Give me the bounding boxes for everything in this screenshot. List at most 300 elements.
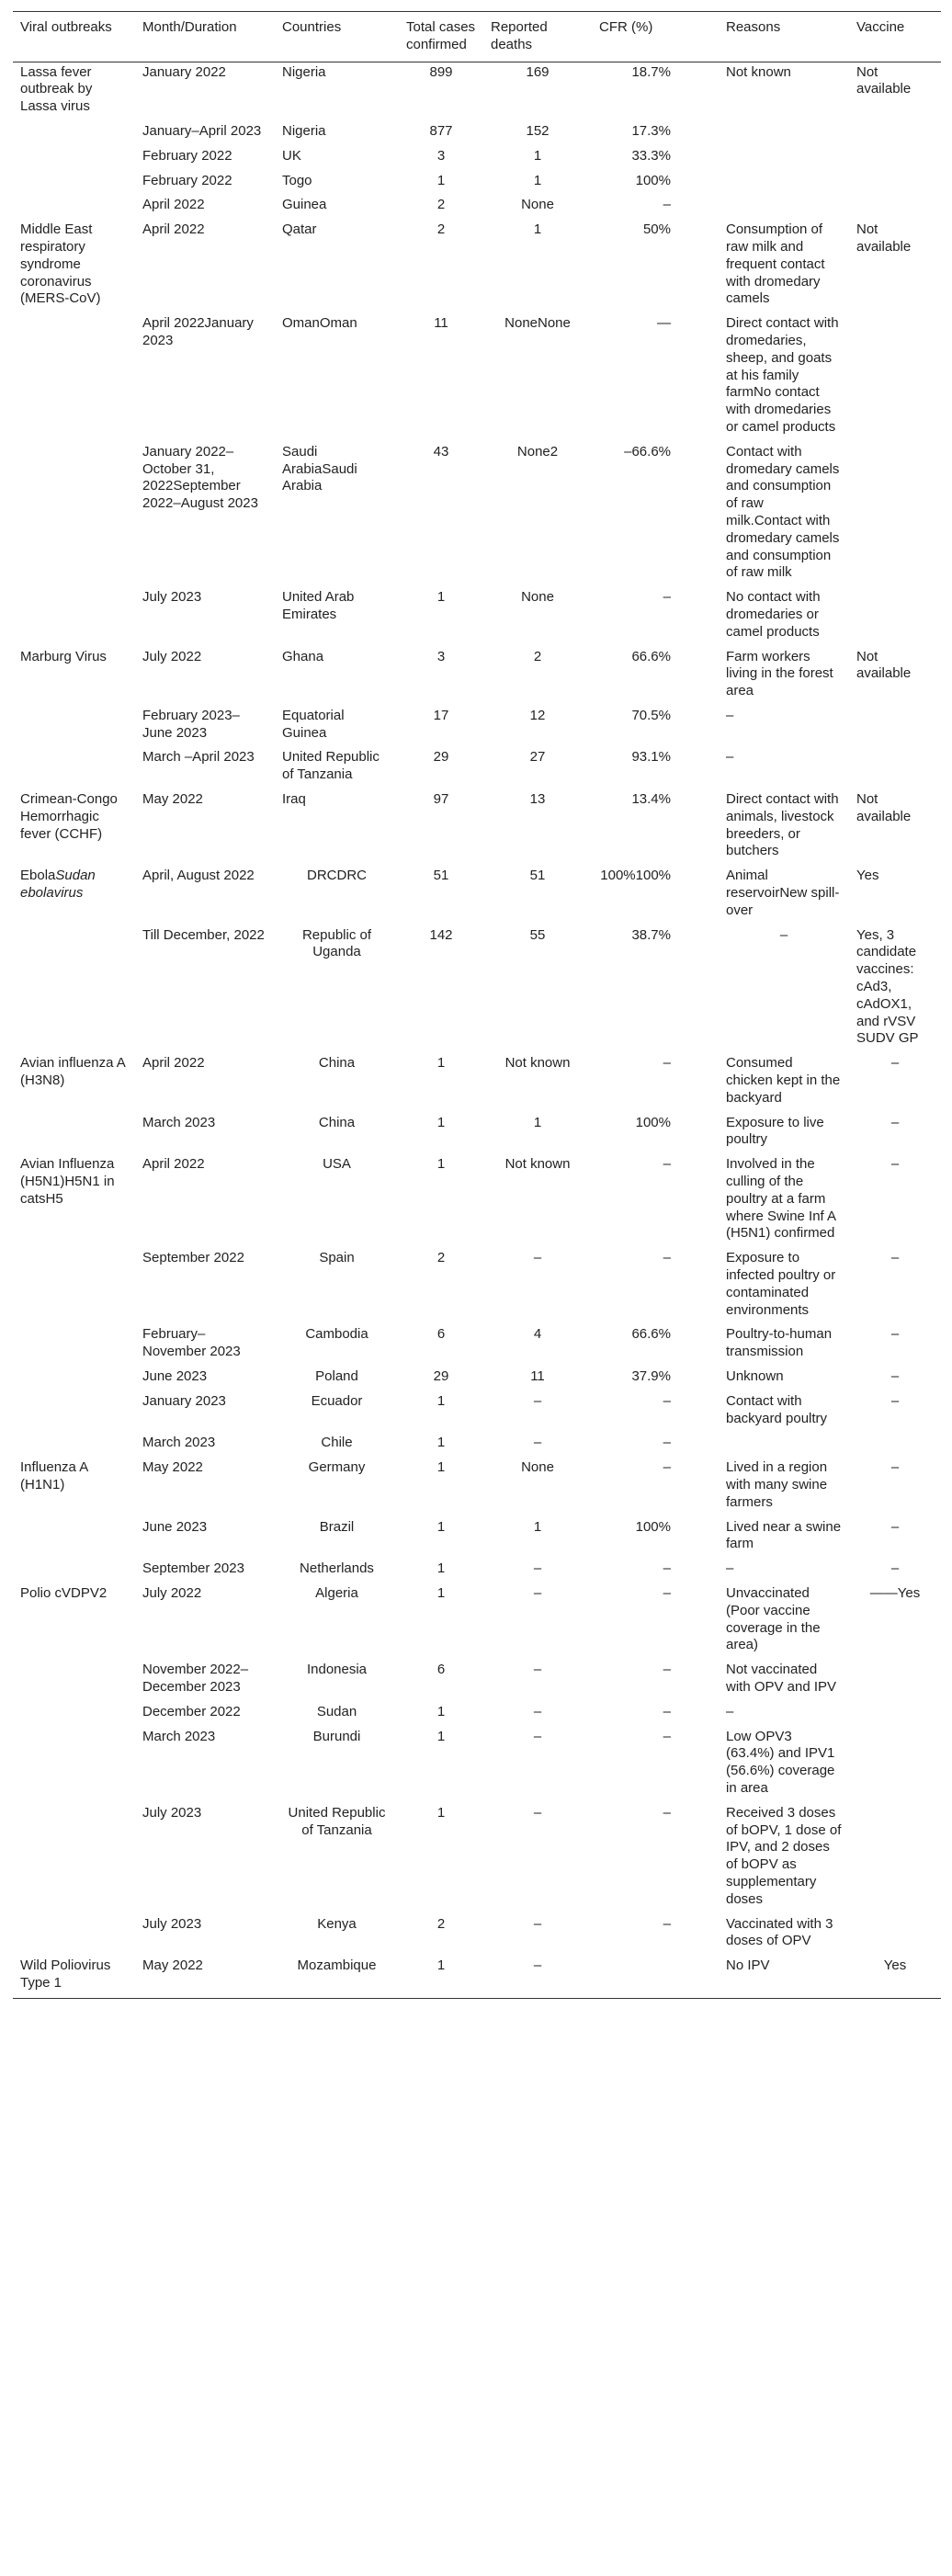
- cell-reason-text: –: [726, 1560, 734, 1577]
- cell-cfr: [592, 171, 719, 196]
- cell-vaccine: [849, 1517, 941, 1560]
- cell-total-cases: [399, 1583, 483, 1660]
- cell-reported-deaths: [483, 1517, 592, 1560]
- cell-month-duration-text: January 2022–October 31, 2022September 2022–August 2023: [142, 443, 258, 512]
- cell-cfr: [592, 1458, 719, 1516]
- cell-month-duration-text: July 2023: [142, 1915, 202, 1932]
- cell-reported-deaths: [483, 1458, 592, 1516]
- cell-reported-deaths-text: –: [533, 1804, 542, 1821]
- cell-vaccine: [849, 1324, 941, 1367]
- cell-viral-outbreak: [13, 1248, 135, 1324]
- cell-reported-deaths-text: 152: [526, 122, 550, 139]
- table-row: [13, 1660, 941, 1702]
- cell-country-text: Algeria: [315, 1584, 358, 1601]
- cell-reported-deaths: [483, 1433, 592, 1458]
- cell-country: [275, 587, 399, 646]
- cell-viral-outbreak: [13, 195, 135, 220]
- cell-country: [275, 1458, 399, 1516]
- cell-viral-outbreak-text: Middle East respiratory syndrome coronavirus (MERS-CoV): [20, 221, 101, 307]
- cell-reason-text: –: [779, 926, 788, 943]
- cell-month-duration-text: September 2022: [142, 1250, 244, 1266]
- cell-total-cases: [399, 866, 483, 925]
- cell-reported-deaths: [483, 866, 592, 925]
- cell-reason: [719, 1053, 849, 1112]
- cell-month-duration-text: March –April 2023: [142, 749, 255, 766]
- cell-viral-outbreak-text: Ebola: [20, 868, 56, 884]
- cell-country-text: Nigeria: [282, 63, 326, 80]
- cell-viral-outbreak: [13, 442, 135, 587]
- cell-month-duration-text: February 2022: [142, 147, 232, 164]
- cell-reason-text: Exposure to live poultry: [726, 1114, 824, 1148]
- cell-reason-text: Unvaccinated (Poor vaccine coverage in the area): [726, 1584, 821, 1653]
- cell-reported-deaths: [483, 925, 592, 1054]
- cell-month-duration: [135, 220, 275, 313]
- cell-cfr-text: 38.7%: [631, 926, 671, 943]
- cell-country-text: Ecuador: [311, 1392, 363, 1409]
- cell-month-duration: [135, 1154, 275, 1248]
- table-row: [13, 1391, 941, 1434]
- cell-month-duration: [135, 1583, 275, 1660]
- cell-total-cases-text: 6: [436, 1662, 446, 1678]
- cell-vaccine: [849, 1914, 941, 1957]
- cell-vaccine: [849, 587, 941, 646]
- table-row: [13, 925, 941, 1054]
- cell-total-cases: [399, 1053, 483, 1112]
- cell-country-text: Guinea: [282, 197, 327, 213]
- cell-viral-outbreak: [13, 171, 135, 196]
- cell-reported-deaths: [483, 747, 592, 789]
- cell-vaccine: [849, 146, 941, 171]
- cell-reported-deaths-text: 51: [529, 868, 546, 884]
- cell-reported-deaths: [483, 220, 592, 313]
- cell-reported-deaths-text: –: [533, 1958, 542, 1974]
- cell-cfr-text: –: [663, 1915, 671, 1932]
- cell-reported-deaths: [483, 1053, 592, 1112]
- cell-country: [275, 1583, 399, 1660]
- cell-total-cases: [399, 146, 483, 171]
- cell-vaccine: [849, 1053, 941, 1112]
- cell-reason-text: Exposure to infected poultry or contaminated environments: [726, 1250, 836, 1318]
- cell-reported-deaths-text: 1: [533, 221, 542, 238]
- cell-month-duration: [135, 171, 275, 196]
- cell-total-cases-text: 1: [436, 172, 446, 188]
- cell-cfr: [592, 866, 719, 925]
- cell-country-text: Burundi: [312, 1728, 361, 1744]
- table-row: [13, 146, 941, 171]
- header-reported-deaths: Reported deaths: [483, 12, 592, 62]
- cell-month-duration: [135, 1914, 275, 1957]
- cell-reported-deaths-text: None: [521, 589, 554, 606]
- cell-reported-deaths-text: 2: [533, 648, 542, 664]
- cell-country-text: China: [318, 1114, 356, 1130]
- cell-month-duration: [135, 1367, 275, 1391]
- cell-month-duration: [135, 146, 275, 171]
- cell-reported-deaths: [483, 1248, 592, 1324]
- cell-reason: [719, 1433, 849, 1458]
- cell-month-duration-text: March 2023: [142, 1435, 216, 1451]
- cell-reported-deaths-text: 1: [533, 1114, 542, 1130]
- header-cfr: CFR (%): [592, 12, 719, 62]
- cell-month-duration-text: May 2022: [142, 1459, 203, 1476]
- cell-country-text: United Arab Emirates: [282, 589, 355, 622]
- cell-month-duration: [135, 1803, 275, 1914]
- cell-month-duration-text: February 2023–June 2023: [142, 707, 240, 741]
- cell-month-duration: [135, 442, 275, 587]
- cell-vaccine-text: –: [890, 1326, 900, 1343]
- cell-total-cases: [399, 442, 483, 587]
- cell-total-cases: [399, 789, 483, 866]
- cell-total-cases: [399, 62, 483, 121]
- cell-total-cases: [399, 587, 483, 646]
- cell-country-text: Brazil: [319, 1518, 355, 1535]
- cell-viral-outbreak: [13, 1803, 135, 1914]
- cell-country-text: DRCDRC: [307, 868, 367, 884]
- table-row: [13, 1458, 941, 1516]
- cell-month-duration-text: Till December, 2022: [142, 926, 265, 943]
- cell-reported-deaths: [483, 1660, 592, 1702]
- cell-vaccine-text: –: [890, 1250, 900, 1266]
- cell-country-text: USA: [323, 1156, 351, 1173]
- table-row: [13, 1914, 941, 1957]
- cell-viral-outbreak: [13, 146, 135, 171]
- cell-reason: [719, 1391, 849, 1434]
- cell-reported-deaths-text: 11: [530, 1367, 545, 1384]
- cell-viral-outbreak: [13, 1702, 135, 1727]
- table-row: [13, 1559, 941, 1583]
- cell-cfr: [592, 1660, 719, 1702]
- cell-reported-deaths-text: None: [521, 1459, 554, 1476]
- cell-country-text: OmanOman: [282, 315, 357, 332]
- cell-month-duration-text: April 2022: [142, 221, 205, 238]
- cell-cfr-text: 13.4%: [631, 791, 671, 808]
- cell-reported-deaths-text: –: [533, 1392, 542, 1409]
- cell-cfr: [592, 1583, 719, 1660]
- cell-country: [275, 1324, 399, 1367]
- cell-month-duration-text: June 2023: [142, 1518, 208, 1535]
- cell-total-cases: [399, 1113, 483, 1155]
- table-row: [13, 1583, 941, 1660]
- cell-country-text: United Republic of Tanzania: [282, 749, 380, 783]
- cell-total-cases-text: 899: [429, 63, 453, 80]
- cell-cfr-text: –66.6%: [624, 443, 671, 460]
- cell-total-cases: [399, 747, 483, 789]
- cell-total-cases: [399, 313, 483, 442]
- cell-vaccine-text: –: [890, 1392, 900, 1409]
- cell-reported-deaths: [483, 1113, 592, 1155]
- cell-cfr-text: 100%: [635, 172, 671, 188]
- cell-reported-deaths: [483, 442, 592, 587]
- cell-country-text: UK: [282, 147, 301, 164]
- table-row: [13, 1324, 941, 1367]
- cell-month-duration: [135, 195, 275, 220]
- cell-viral-outbreak: [13, 925, 135, 1054]
- cell-vaccine-text: –: [890, 1518, 900, 1535]
- cell-cfr-text: 66.6%: [631, 1326, 671, 1343]
- cell-viral-outbreak: [13, 1367, 135, 1391]
- cell-reason: [719, 1660, 849, 1702]
- cell-viral-outbreak-text: Marburg Virus: [20, 648, 107, 664]
- cell-country-text: Equatorial Guinea: [282, 707, 345, 741]
- cell-month-duration: [135, 1053, 275, 1112]
- cell-total-cases-text: 1: [436, 1518, 446, 1535]
- outbreak-table-container: [13, 11, 941, 1999]
- cell-reason: [719, 1914, 849, 1957]
- cell-month-duration: [135, 1324, 275, 1367]
- cell-country: [275, 171, 399, 196]
- cell-month-duration-text: March 2023: [142, 1728, 216, 1744]
- cell-total-cases-text: 6: [436, 1326, 446, 1343]
- cell-viral-outbreak: [13, 789, 135, 866]
- cell-total-cases: [399, 171, 483, 196]
- table-row: [13, 442, 941, 587]
- cell-vaccine: [849, 195, 941, 220]
- cell-total-cases: [399, 1458, 483, 1516]
- cell-month-duration-text: April 2022: [142, 197, 205, 213]
- cell-viral-outbreak: [13, 121, 135, 146]
- cell-vaccine-text: –: [890, 1560, 900, 1577]
- cell-cfr-text: 37.9%: [631, 1367, 671, 1384]
- cell-cfr: [592, 925, 719, 1054]
- cell-vaccine-text: ——Yes: [869, 1584, 921, 1601]
- cell-total-cases-text: 51: [433, 868, 449, 884]
- cell-month-duration: [135, 1559, 275, 1583]
- cell-month-duration-text: May 2022: [142, 791, 203, 808]
- cell-viral-outbreak: [13, 647, 135, 706]
- cell-reported-deaths: [483, 1914, 592, 1957]
- cell-reason: [719, 747, 849, 789]
- cell-month-duration-text: July 2023: [142, 1804, 202, 1821]
- cell-viral-outbreak: [13, 866, 135, 925]
- cell-cfr: [592, 1727, 719, 1803]
- cell-country: [275, 442, 399, 587]
- cell-vaccine: [849, 1660, 941, 1702]
- table-row: [13, 706, 941, 748]
- cell-viral-outbreak: [13, 1053, 135, 1112]
- cell-vaccine: [849, 647, 941, 706]
- cell-reason-text: Involved in the culling of the poultry at a farm where Swine Inf A (H5N1) confirmed: [726, 1156, 836, 1242]
- cell-viral-outbreak: [13, 1324, 135, 1367]
- cell-viral-outbreak-text: Wild Poliovirus Type 1: [20, 1958, 111, 1991]
- cell-total-cases: [399, 121, 483, 146]
- cell-reason-text: No contact with dromedaries or camel products: [726, 589, 821, 640]
- cell-total-cases-text: 11: [434, 315, 448, 332]
- cell-cfr-text: –: [663, 1703, 671, 1719]
- cell-month-duration: [135, 121, 275, 146]
- cell-reason-text: Low OPV3 (63.4%) and IPV1 (56.6%) coverage in area: [726, 1728, 835, 1796]
- cell-reason: [719, 1559, 849, 1583]
- cell-vaccine-text: –: [890, 1367, 900, 1384]
- cell-cfr-text: –: [663, 1435, 671, 1451]
- cell-reported-deaths: [483, 1803, 592, 1914]
- cell-reason-text: Consumption of raw milk and frequent contact with dromedary camels: [726, 221, 825, 307]
- cell-total-cases-text: 1: [436, 1156, 446, 1173]
- cell-total-cases: [399, 1727, 483, 1803]
- table-row: [13, 121, 941, 146]
- cell-cfr: [592, 220, 719, 313]
- cell-cfr-text: –: [663, 1459, 671, 1476]
- cell-country: [275, 866, 399, 925]
- cell-reason: [719, 1458, 849, 1516]
- cell-month-duration: [135, 647, 275, 706]
- cell-reported-deaths-text: Not known: [504, 1156, 571, 1173]
- cell-cfr-text: —: [657, 315, 671, 332]
- cell-cfr: [592, 1113, 719, 1155]
- header-vaccine: Vaccine: [849, 12, 941, 62]
- cell-viral-outbreak: [13, 1583, 135, 1660]
- cell-reason-text: Poultry-to-human transmission: [726, 1326, 833, 1360]
- cell-month-duration: [135, 1517, 275, 1560]
- cell-total-cases-text: 1: [436, 1703, 446, 1719]
- cell-vaccine-text: –: [890, 1459, 900, 1476]
- cell-month-duration: [135, 1113, 275, 1155]
- table-row: [13, 1956, 941, 1998]
- cell-month-duration: [135, 587, 275, 646]
- cell-vaccine: [849, 171, 941, 196]
- cell-reason: [719, 121, 849, 146]
- cell-reason-text: Lived near a swine farm: [726, 1518, 842, 1552]
- cell-cfr: [592, 62, 719, 121]
- cell-cfr: [592, 1391, 719, 1434]
- cell-month-duration-text: July 2022: [142, 1584, 202, 1601]
- cell-reason-text: Farm workers living in the forest area: [726, 648, 833, 699]
- cell-country: [275, 647, 399, 706]
- cell-month-duration-text: July 2023: [142, 589, 202, 606]
- cell-vaccine-text: Yes: [856, 868, 879, 884]
- cell-viral-outbreak: [13, 1956, 135, 1998]
- cell-month-duration-text: June 2023: [142, 1367, 208, 1384]
- cell-total-cases-text: 29: [433, 749, 449, 766]
- cell-month-duration-text: September 2023: [142, 1560, 244, 1577]
- cell-reason: [719, 925, 849, 1054]
- cell-cfr: [592, 313, 719, 442]
- cell-vaccine: [849, 1458, 941, 1516]
- cell-country: [275, 313, 399, 442]
- cell-cfr: [592, 1324, 719, 1367]
- cell-reported-deaths-text: 27: [529, 749, 546, 766]
- cell-country: [275, 747, 399, 789]
- cell-total-cases: [399, 1367, 483, 1391]
- cell-vaccine: [849, 706, 941, 748]
- cell-viral-outbreak: [13, 1433, 135, 1458]
- header-total-cases: Total cases confirmed: [399, 12, 483, 62]
- cell-month-duration: [135, 747, 275, 789]
- cell-month-duration-text: May 2022: [142, 1958, 203, 1974]
- cell-country-text: Germany: [308, 1459, 366, 1476]
- cell-total-cases: [399, 1914, 483, 1957]
- cell-vaccine: [849, 1559, 941, 1583]
- cell-reason-text: –: [726, 749, 734, 766]
- cell-reason-text: Contact with dromedary camels and consumption of raw milk.Contact with dromedary camels and consumption of raw milk: [726, 443, 840, 581]
- cell-reported-deaths-text: 1: [533, 1518, 542, 1535]
- cell-total-cases-text: 2: [436, 1250, 446, 1266]
- cell-month-duration: [135, 866, 275, 925]
- cell-cfr: [592, 442, 719, 587]
- cell-vaccine-text: –: [890, 1055, 900, 1072]
- cell-viral-outbreak: [13, 1154, 135, 1248]
- table-row: [13, 1702, 941, 1727]
- cell-country-text: Netherlands: [300, 1560, 374, 1577]
- cell-vaccine-text: Not available: [856, 221, 912, 255]
- cell-total-cases-text: 2: [436, 221, 446, 238]
- cell-cfr-text: 33.3%: [631, 147, 671, 164]
- cell-reported-deaths: [483, 789, 592, 866]
- cell-cfr-text: –: [663, 1560, 671, 1577]
- cell-total-cases-text: 43: [433, 443, 449, 460]
- cell-total-cases-text: 2: [436, 1915, 446, 1932]
- cell-total-cases: [399, 1433, 483, 1458]
- cell-total-cases: [399, 925, 483, 1054]
- cell-reason: [719, 706, 849, 748]
- cell-viral-outbreak: [13, 1458, 135, 1516]
- cell-cfr: [592, 1433, 719, 1458]
- cell-vaccine: [849, 1702, 941, 1727]
- cell-reason: [719, 62, 849, 121]
- cell-reported-deaths: [483, 195, 592, 220]
- cell-country-text: Sudan: [316, 1703, 357, 1719]
- cell-reason-text: No IPV: [726, 1958, 770, 1974]
- table-row: [13, 1154, 941, 1248]
- cell-viral-outbreak: [13, 220, 135, 313]
- cell-cfr-text: –: [663, 1584, 671, 1601]
- table-row: [13, 195, 941, 220]
- cell-reason-text: Direct contact with dromedaries, sheep, and goats at his family farmNo contact with dromedaries or camel products: [726, 315, 839, 435]
- cell-viral-outbreak-italic-text: Sudan ebolavirus: [20, 868, 96, 902]
- cell-reason-text: Lived in a region with many swine farmers: [726, 1459, 828, 1510]
- cell-country: [275, 1727, 399, 1803]
- cell-reason: [719, 866, 849, 925]
- cell-reported-deaths: [483, 1727, 592, 1803]
- cell-reported-deaths: [483, 1391, 592, 1434]
- cell-total-cases: [399, 1660, 483, 1702]
- cell-cfr-text: 66.6%: [631, 648, 671, 664]
- cell-country-text: Spain: [319, 1250, 355, 1266]
- cell-reason: [719, 171, 849, 196]
- cell-cfr: [592, 195, 719, 220]
- header-reasons: Reasons: [719, 12, 849, 62]
- table-row: [13, 866, 941, 925]
- cell-vaccine-text: Not available: [856, 63, 912, 97]
- cell-total-cases: [399, 1391, 483, 1434]
- cell-month-duration-text: April 2022: [142, 1055, 205, 1072]
- cell-month-duration: [135, 706, 275, 748]
- table-row: [13, 647, 941, 706]
- cell-reported-deaths-text: –: [533, 1915, 542, 1932]
- cell-country-text: China: [318, 1055, 356, 1072]
- cell-vaccine-text: –: [890, 1156, 900, 1173]
- cell-reason-text: Consumed chicken kept in the backyard: [726, 1055, 841, 1106]
- cell-vaccine: [849, 866, 941, 925]
- table-header-row: [13, 12, 941, 62]
- cell-cfr: [592, 1053, 719, 1112]
- cell-total-cases: [399, 1803, 483, 1914]
- cell-viral-outbreak: [13, 747, 135, 789]
- cell-month-duration: [135, 925, 275, 1054]
- cell-country: [275, 62, 399, 121]
- cell-viral-outbreak-text: Lassa fever outbreak by Lassa virus: [20, 63, 93, 115]
- cell-cfr-text: –: [663, 1055, 671, 1072]
- cell-month-duration-text: February–November 2023: [142, 1326, 241, 1360]
- cell-cfr: [592, 1559, 719, 1583]
- cell-country: [275, 1391, 399, 1434]
- header-countries: Countries: [275, 12, 399, 62]
- cell-total-cases: [399, 1559, 483, 1583]
- cell-reported-deaths-text: –: [533, 1728, 542, 1744]
- cell-cfr-text: 17.3%: [631, 122, 671, 139]
- cell-viral-outbreak: [13, 1559, 135, 1583]
- table-row: [13, 313, 941, 442]
- cell-country: [275, 1113, 399, 1155]
- cell-cfr: [592, 146, 719, 171]
